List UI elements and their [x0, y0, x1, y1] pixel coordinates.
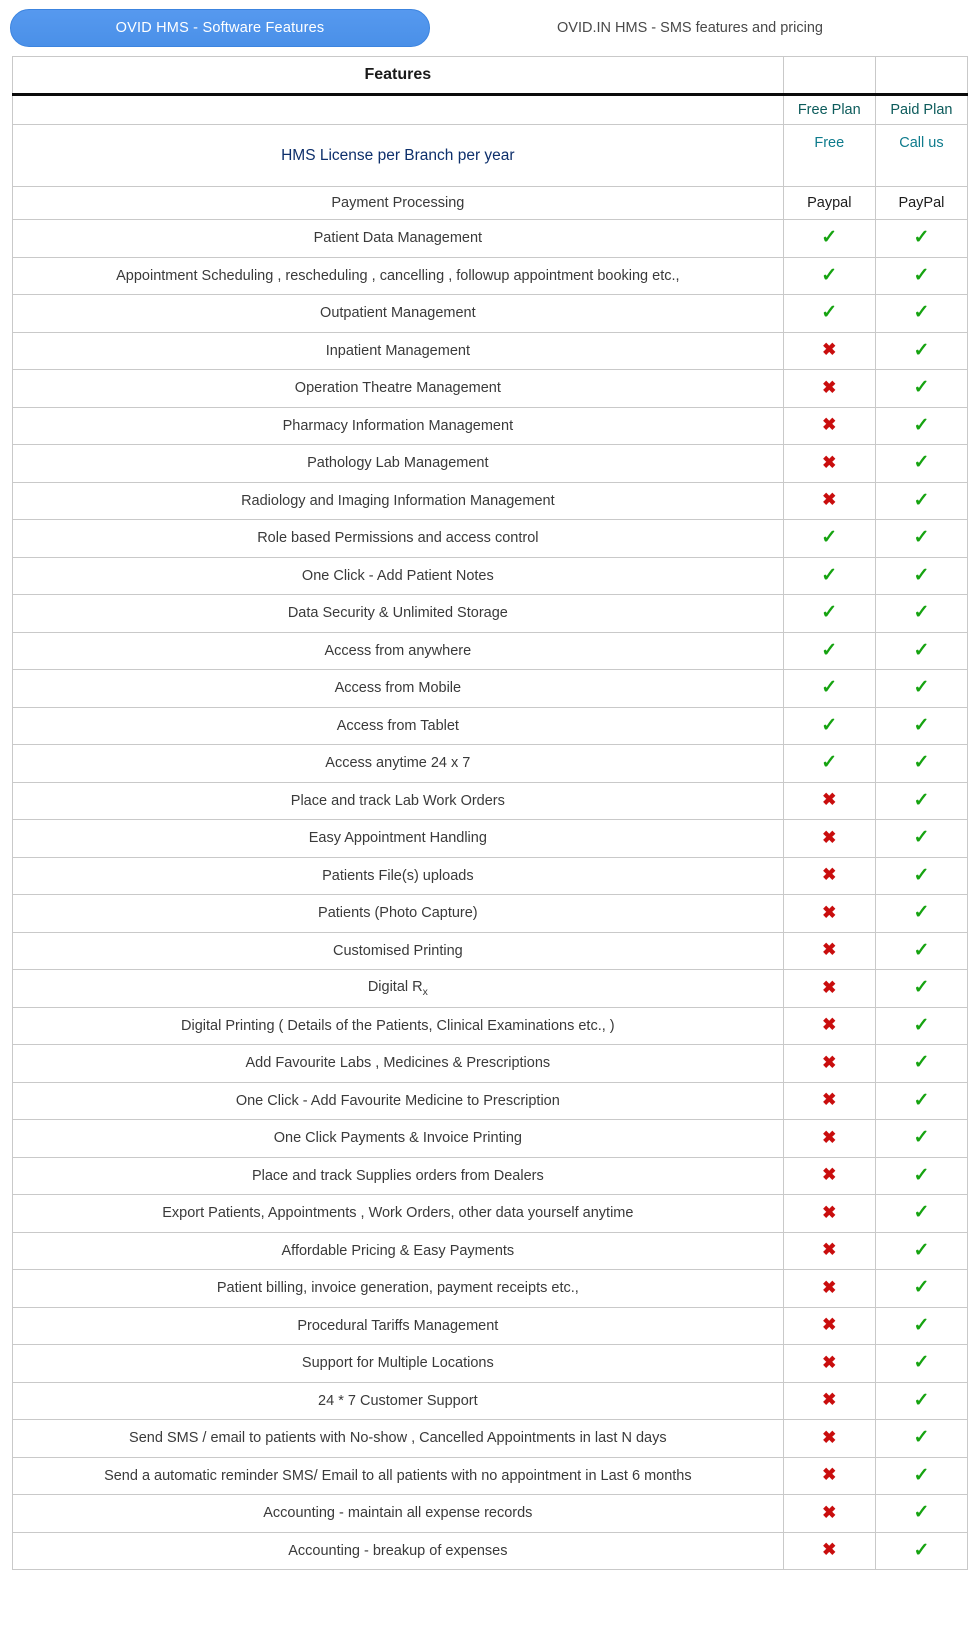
check-icon: ✓	[913, 564, 930, 586]
free-plan-availability	[783, 745, 875, 783]
cross-icon: ✖	[822, 1052, 837, 1072]
column-header-paid-plan: Paid Plan	[875, 95, 967, 125]
table-title-row	[13, 57, 968, 95]
page-title: Features	[13, 57, 784, 95]
check-icon: ✓	[821, 677, 838, 699]
check-icon: ✓	[913, 827, 930, 849]
paid-plan-availability	[875, 482, 967, 520]
table-row	[13, 520, 968, 558]
table-row	[13, 407, 968, 445]
check-icon: ✓	[913, 1352, 930, 1374]
cross-icon: ✖	[822, 1427, 837, 1447]
cross-icon: ✖	[822, 1540, 837, 1560]
table-row	[13, 257, 968, 295]
table-row	[13, 595, 968, 633]
cross-icon: ✖	[822, 1202, 837, 1222]
cross-icon: ✖	[822, 1127, 837, 1147]
feature-label: Patients File(s) uploads	[13, 857, 784, 895]
paid-plan-availability	[875, 632, 967, 670]
free-plan-availability	[783, 1007, 875, 1045]
feature-label: Procedural Tariffs Management	[13, 1307, 784, 1345]
paid-plan-availability	[875, 820, 967, 858]
cross-icon: ✖	[822, 1502, 837, 1522]
cross-icon: ✖	[822, 1277, 837, 1297]
check-icon: ✓	[913, 1052, 930, 1074]
paid-plan-availability	[875, 595, 967, 633]
check-icon: ✓	[913, 1277, 930, 1299]
table-row	[13, 1082, 968, 1120]
table-row	[13, 1532, 968, 1570]
check-icon: ✓	[913, 1164, 930, 1186]
feature-label: One Click Payments & Invoice Printing	[13, 1120, 784, 1158]
feature-label: Access from Mobile	[13, 670, 784, 708]
tab-sms-features-pricing-label: OVID.IN HMS - SMS features and pricing	[557, 20, 823, 36]
table-row	[13, 1307, 968, 1345]
free-plan-availability	[783, 1345, 875, 1383]
cross-icon: ✖	[822, 1352, 837, 1372]
feature-label: 24 * 7 Customer Support	[13, 1382, 784, 1420]
license-row	[13, 125, 968, 187]
column-header-free-plan: Free Plan	[783, 95, 875, 125]
check-icon: ✓	[913, 339, 930, 361]
paid-plan-availability	[875, 895, 967, 933]
feature-label: Radiology and Imaging Information Management	[13, 482, 784, 520]
paid-plan-availability	[875, 407, 967, 445]
paid-plan-availability	[875, 1420, 967, 1458]
paid-plan-availability	[875, 1120, 967, 1158]
free-plan-availability	[783, 932, 875, 970]
cross-icon: ✖	[822, 1240, 837, 1260]
paid-plan-availability	[875, 1457, 967, 1495]
check-icon: ✓	[821, 302, 838, 324]
cross-icon: ✖	[822, 452, 837, 472]
free-plan-availability	[783, 895, 875, 933]
cross-icon: ✖	[822, 902, 837, 922]
feature-label: Appointment Scheduling , rescheduling , cancelling , followup appointment booking etc.,	[13, 257, 784, 295]
table-row	[13, 782, 968, 820]
free-plan-availability	[783, 370, 875, 408]
check-icon: ✓	[821, 264, 838, 286]
check-icon: ✓	[913, 752, 930, 774]
feature-label: One Click - Add Patient Notes	[13, 557, 784, 595]
check-icon: ✓	[913, 264, 930, 286]
feature-label: Affordable Pricing & Easy Payments	[13, 1232, 784, 1270]
table-row	[13, 670, 968, 708]
paid-plan-availability	[875, 370, 967, 408]
table-row	[13, 445, 968, 483]
table-row	[13, 857, 968, 895]
free-plan-availability	[783, 857, 875, 895]
cross-icon: ✖	[822, 1015, 837, 1035]
check-icon: ✓	[913, 602, 930, 624]
cross-icon: ✖	[822, 827, 837, 847]
feature-label: Pathology Lab Management	[13, 445, 784, 483]
free-plan-availability	[783, 1232, 875, 1270]
check-icon: ✓	[913, 527, 930, 549]
check-icon: ✓	[821, 227, 838, 249]
feature-label: Easy Appointment Handling	[13, 820, 784, 858]
check-icon: ✓	[913, 1427, 930, 1449]
table-row	[13, 370, 968, 408]
free-plan-availability	[783, 1495, 875, 1533]
plan-header-row	[13, 95, 968, 125]
check-icon: ✓	[913, 1202, 930, 1224]
table-row	[13, 1345, 968, 1383]
check-icon: ✓	[821, 564, 838, 586]
free-plan-availability	[783, 520, 875, 558]
check-icon: ✓	[913, 377, 930, 399]
feature-label: Send SMS / email to patients with No-show , Cancelled Appointments in last N days	[13, 1420, 784, 1458]
table-row	[13, 932, 968, 970]
paid-plan-availability	[875, 857, 967, 895]
check-icon: ✓	[913, 1464, 930, 1486]
feature-label: Support for Multiple Locations	[13, 1345, 784, 1383]
cross-icon: ✖	[822, 415, 837, 435]
title-row-free-spacer	[783, 57, 875, 95]
free-plan-availability	[783, 1082, 875, 1120]
license-feature-label: HMS License per Branch per year	[13, 125, 784, 187]
check-icon: ✓	[821, 752, 838, 774]
feature-label: Customised Printing	[13, 932, 784, 970]
check-icon: ✓	[913, 1539, 930, 1561]
free-plan-availability	[783, 1045, 875, 1083]
feature-label: Patient billing, invoice generation, payment receipts etc.,	[13, 1270, 784, 1308]
feature-label: Role based Permissions and access control	[13, 520, 784, 558]
feature-label: Send a automatic reminder SMS/ Email to all patients with no appointment in Last 6 months	[13, 1457, 784, 1495]
feature-label: Pharmacy Information Management	[13, 407, 784, 445]
paid-plan-availability	[875, 295, 967, 333]
free-plan-availability	[783, 257, 875, 295]
tab-software-features[interactable]	[10, 9, 430, 47]
table-row	[13, 1157, 968, 1195]
table-row	[13, 745, 968, 783]
check-icon: ✓	[913, 714, 930, 736]
table-row	[13, 1382, 968, 1420]
cross-icon: ✖	[822, 490, 837, 510]
free-plan-availability	[783, 482, 875, 520]
free-plan-availability	[783, 1157, 875, 1195]
table-row	[13, 820, 968, 858]
free-plan-availability	[783, 1195, 875, 1233]
cross-icon: ✖	[822, 1090, 837, 1110]
cross-icon: ✖	[822, 377, 837, 397]
table-row	[13, 895, 968, 933]
free-plan-availability	[783, 670, 875, 708]
cross-icon: ✖	[822, 1390, 837, 1410]
free-plan-availability	[783, 1120, 875, 1158]
tab-software-features-label: OVID HMS - Software Features	[115, 20, 325, 36]
check-icon: ✓	[913, 227, 930, 249]
feature-label: Operation Theatre Management	[13, 370, 784, 408]
paid-plan-availability	[875, 670, 967, 708]
free-plan-availability	[783, 1457, 875, 1495]
paid-plan-availability	[875, 707, 967, 745]
license-paid-price: Call us	[875, 125, 967, 187]
cross-icon: ✖	[822, 865, 837, 885]
free-plan-availability	[783, 1382, 875, 1420]
free-plan-availability	[783, 595, 875, 633]
check-icon: ✓	[913, 939, 930, 961]
free-plan-availability	[783, 295, 875, 333]
feature-label: Patients (Photo Capture)	[13, 895, 784, 933]
free-plan-availability	[783, 557, 875, 595]
free-plan-availability	[783, 820, 875, 858]
table-row	[13, 482, 968, 520]
table-row	[13, 1495, 968, 1533]
free-plan-availability	[783, 707, 875, 745]
check-icon: ✓	[913, 1127, 930, 1149]
cross-icon: ✖	[822, 977, 837, 997]
title-row-paid-spacer	[875, 57, 967, 95]
feature-label: Access anytime 24 x 7	[13, 745, 784, 783]
license-free-price: Free	[783, 125, 875, 187]
check-icon: ✓	[913, 677, 930, 699]
free-plan-availability	[783, 332, 875, 370]
free-plan-availability	[783, 632, 875, 670]
table-row	[13, 220, 968, 258]
cross-icon: ✖	[822, 790, 837, 810]
check-icon: ✓	[913, 902, 930, 924]
feature-label: Accounting - breakup of expenses	[13, 1532, 784, 1570]
paid-plan-availability	[875, 1495, 967, 1533]
feature-label: Access from anywhere	[13, 632, 784, 670]
paid-plan-availability	[875, 557, 967, 595]
tab-sms-features-pricing[interactable]	[440, 9, 940, 47]
check-icon: ✓	[821, 714, 838, 736]
free-plan-availability	[783, 1307, 875, 1345]
paid-plan-availability	[875, 1270, 967, 1308]
check-icon: ✓	[821, 639, 838, 661]
feature-label: Patient Data Management	[13, 220, 784, 258]
check-icon: ✓	[913, 302, 930, 324]
free-plan-availability	[783, 970, 875, 1008]
check-icon: ✓	[913, 977, 930, 999]
paid-plan-availability	[875, 1532, 967, 1570]
feature-label: One Click - Add Favourite Medicine to Prescription	[13, 1082, 784, 1120]
paid-plan-availability	[875, 745, 967, 783]
feature-label: Export Patients, Appointments , Work Orders, other data yourself anytime	[13, 1195, 784, 1233]
check-icon: ✓	[913, 1502, 930, 1524]
paid-plan-availability	[875, 220, 967, 258]
paid-plan-availability	[875, 332, 967, 370]
paid-plan-availability	[875, 1232, 967, 1270]
free-plan-availability	[783, 407, 875, 445]
check-icon: ✓	[821, 602, 838, 624]
table-row	[13, 557, 968, 595]
cross-icon: ✖	[822, 340, 837, 360]
feature-label: Outpatient Management	[13, 295, 784, 333]
check-icon: ✓	[913, 789, 930, 811]
table-row	[13, 1270, 968, 1308]
check-icon: ✓	[913, 1389, 930, 1411]
check-icon: ✓	[913, 864, 930, 886]
feature-label: Place and track Lab Work Orders	[13, 782, 784, 820]
table-row	[13, 1232, 968, 1270]
check-icon: ✓	[913, 1014, 930, 1036]
table-row	[13, 332, 968, 370]
feature-label: Accounting - maintain all expense records	[13, 1495, 784, 1533]
check-icon: ✓	[913, 639, 930, 661]
cross-icon: ✖	[822, 1315, 837, 1335]
paid-plan-availability	[875, 1345, 967, 1383]
check-icon: ✓	[913, 489, 930, 511]
table-row	[13, 1045, 968, 1083]
check-icon: ✓	[913, 1089, 930, 1111]
table-row	[13, 707, 968, 745]
feature-label: Access from Tablet	[13, 707, 784, 745]
feature-label: Digital $R_x$	[13, 970, 784, 1008]
feature-label: Digital Printing ( Details of the Patients, Clinical Examinations etc., )	[13, 1007, 784, 1045]
paid-plan-availability	[875, 257, 967, 295]
check-icon: ✓	[913, 1314, 930, 1336]
paid-plan-availability	[875, 1307, 967, 1345]
check-icon: ✓	[821, 527, 838, 549]
payment-paid-value: PayPal	[875, 187, 967, 220]
feature-label: Place and track Supplies orders from Dealers	[13, 1157, 784, 1195]
paid-plan-availability	[875, 1195, 967, 1233]
cross-icon: ✖	[822, 940, 837, 960]
paid-plan-availability	[875, 445, 967, 483]
table-row	[13, 1120, 968, 1158]
table-row	[13, 632, 968, 670]
paid-plan-availability	[875, 932, 967, 970]
cross-icon: ✖	[822, 1165, 837, 1185]
paid-plan-availability	[875, 1157, 967, 1195]
table-row	[13, 1195, 968, 1233]
features-table-wrapper	[0, 56, 980, 1570]
payment-feature-label: Payment Processing	[13, 187, 784, 220]
paid-plan-availability	[875, 1007, 967, 1045]
table-row	[13, 970, 968, 1008]
feature-label: Inpatient Management	[13, 332, 784, 370]
check-icon: ✓	[913, 1239, 930, 1261]
payment-processing-row	[13, 187, 968, 220]
paid-plan-availability	[875, 1082, 967, 1120]
table-row	[13, 295, 968, 333]
free-plan-availability	[783, 220, 875, 258]
paid-plan-availability	[875, 782, 967, 820]
paid-plan-availability	[875, 520, 967, 558]
cross-icon: ✖	[822, 1465, 837, 1485]
paid-plan-availability	[875, 970, 967, 1008]
free-plan-availability	[783, 445, 875, 483]
table-row	[13, 1457, 968, 1495]
check-icon: ✓	[913, 452, 930, 474]
free-plan-availability	[783, 1532, 875, 1570]
plan-row-feature-spacer	[13, 95, 784, 125]
feature-label: Add Favourite Labs , Medicines & Prescriptions	[13, 1045, 784, 1083]
paid-plan-availability	[875, 1382, 967, 1420]
free-plan-availability	[783, 1270, 875, 1308]
check-icon: ✓	[913, 414, 930, 436]
payment-free-value: Paypal	[783, 187, 875, 220]
table-row	[13, 1420, 968, 1458]
table-row	[13, 1007, 968, 1045]
free-plan-availability	[783, 782, 875, 820]
tab-bar	[0, 0, 980, 56]
features-comparison-table	[12, 56, 968, 1570]
paid-plan-availability	[875, 1045, 967, 1083]
free-plan-availability	[783, 1420, 875, 1458]
feature-label: Data Security & Unlimited Storage	[13, 595, 784, 633]
